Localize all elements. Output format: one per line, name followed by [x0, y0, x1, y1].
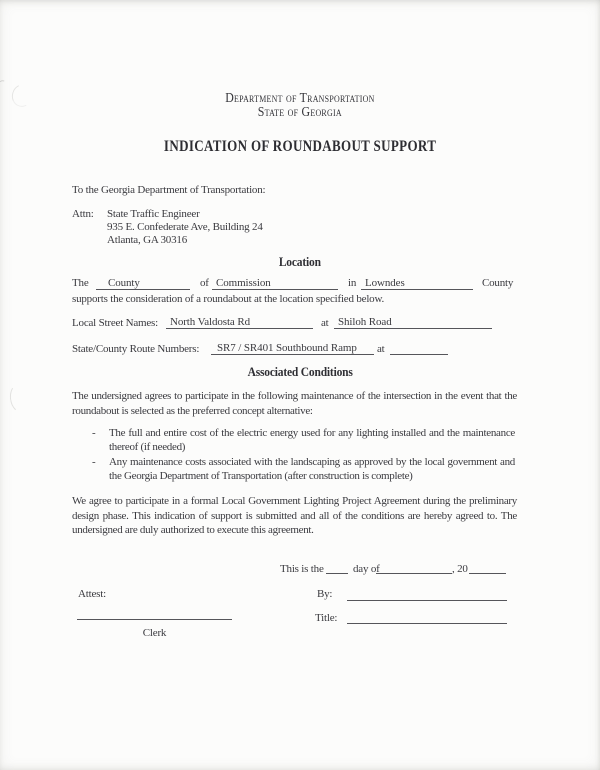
entity-field: [96, 276, 190, 290]
county-field: [361, 276, 473, 290]
street2-field: [334, 315, 492, 329]
attn-line-3: Atlanta, GA 30316: [107, 234, 188, 246]
clerk-label: Clerk: [142, 627, 167, 639]
conditions-bullet-list: [92, 426, 515, 483]
attest-signature-field: [77, 605, 232, 620]
letterhead-department: Department of Transportation: [225, 90, 375, 105]
location-heading: Location: [279, 255, 321, 269]
title-field: [347, 609, 507, 624]
street2-field-value: Shiloh Road: [338, 316, 392, 328]
route-at-field: [390, 341, 448, 355]
sponsor-word-in: in: [348, 277, 357, 289]
date-prefix: This is the: [280, 563, 324, 575]
agreement-paragraph: We agree to participate in a formal Local Government Lighting Project Agreement during the preliminary design phase. This indication of support is submitted and all of the conditions are hereby agreed to. The undersigned are duly authorized to execute this agreement.: [72, 495, 517, 536]
route-field-value: SR7 / SR401 Southbound Ramp: [217, 342, 357, 354]
date-word-day-of: day of: [353, 563, 380, 575]
route-field: [211, 341, 374, 355]
year-prefix: , 20: [452, 563, 468, 575]
scan-artifact-crescent-middle: [8, 382, 34, 415]
routes-label: State/County Route Numbers:: [72, 343, 200, 355]
attn-line-2: 935 E. Confederate Ave, Building 24: [107, 221, 263, 233]
bullet-text: Any maintenance costs associated with the landscaping as approved by the local government and the Georgia Department of Transportation (after construction is complete): [109, 455, 515, 482]
by-label: By:: [317, 588, 333, 600]
routes-word-at: at: [377, 343, 385, 355]
body-field: [212, 276, 338, 290]
bullet-marker: -: [92, 455, 96, 468]
salutation: To the Georgia Department of Transportation:: [72, 184, 266, 196]
supports-line: supports the consideration of a roundabout at the location specified below.: [72, 293, 385, 305]
sponsor-word-of: of: [200, 277, 209, 289]
street1-field: [166, 315, 313, 329]
letterhead-state: State of Georgia: [257, 104, 343, 119]
attn-line-1: State Traffic Engineer: [107, 208, 200, 220]
streets-label: Local Street Names:: [72, 317, 158, 329]
conditions-heading: Associated Conditions: [247, 365, 353, 379]
attn-label: Attn:: [72, 208, 94, 220]
streets-word-at: at: [321, 317, 329, 329]
body-field-value: Commission: [216, 277, 271, 289]
county-field-value: Lowndes: [365, 277, 405, 289]
by-signature-field: [347, 586, 507, 601]
list-item: [92, 455, 515, 484]
sponsor-word-county: County: [482, 277, 514, 289]
street1-field-value: North Valdosta Rd: [170, 316, 250, 328]
sponsor-word-the: The: [72, 277, 89, 289]
bullet-text: The full and entire cost of the electric energy used for any lighting installed and the maintenance thereof (if needed): [109, 427, 515, 454]
title-label: Title:: [315, 612, 338, 624]
year-field: [469, 562, 506, 574]
conditions-intro: The undersigned agrees to participate in the following maintenance of the intersection in the event that the roundabout is selected as the preferred concept alternative:: [72, 390, 517, 417]
bullet-marker: -: [92, 427, 96, 439]
form-title: INDICATION OF ROUNDABOUT SUPPORT: [163, 138, 437, 155]
month-field: [376, 562, 452, 574]
attest-label: Attest:: [78, 588, 106, 600]
entity-field-value: County: [108, 277, 140, 289]
list-item: [92, 426, 515, 455]
day-field: [326, 562, 348, 574]
